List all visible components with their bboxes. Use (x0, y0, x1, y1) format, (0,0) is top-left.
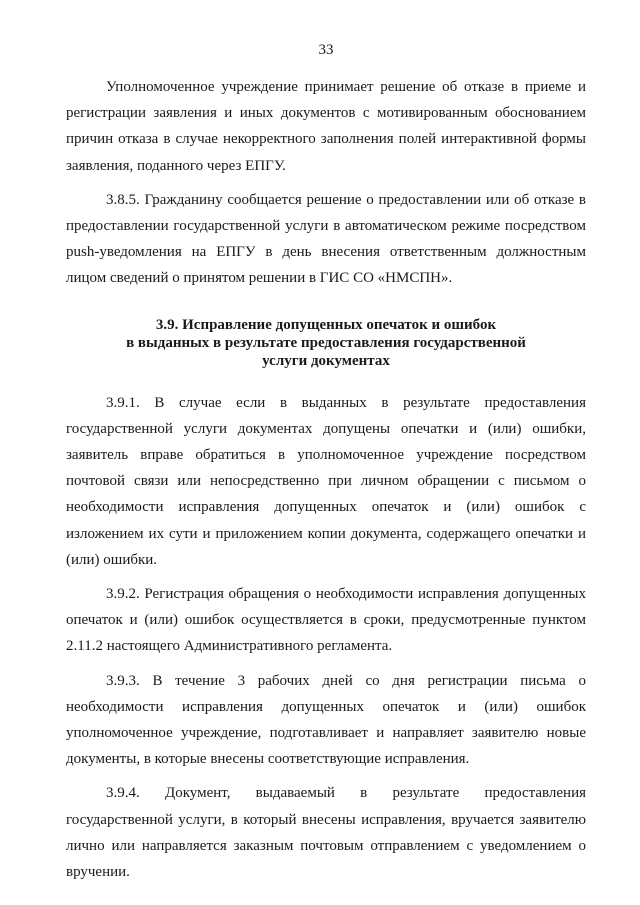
section-heading-3-9 (66, 316, 586, 370)
page-number: 33 (318, 42, 334, 58)
section-heading-line: услуги документах (262, 352, 390, 369)
paragraph-3-9-2: 3.9.2. Регистрация обращения о необходимости исправления допущенных опечаток и (или) ошибок осуществляется в сроки, предусмотренные пунктом 2.11.2 настоящего Административного регламента. (66, 586, 586, 655)
paragraph-3-9-4: 3.9.4. Документ, выдаваемый в результате предоставления государственной услуги, в который внесены исправления, вручается заявителю лично или направляется заказным почтовым отправлением с уведомлением о вручении. (66, 785, 586, 881)
paragraph-3-8-5: 3.8.5. Гражданину сообщается решение о предоставлении или об отказе в предоставлении государственной услуги в автоматическом режиме посредством push-уведомления на ЕПГУ в день внесения ответственным должностным лицом сведений о принятом решении в ГИС СО «НМСПН». (66, 191, 586, 287)
paragraph-refusal-registration: Уполномоченное учреждение принимает решение об отказе в приеме и регистрации заявления и иных документов с мотивированным обоснованием причин отказа в случае некорректного заполнения полей интерактивной формы заявления, поданного через ЕПГУ. (66, 79, 586, 174)
paragraph-3-9-3: 3.9.3. В течение 3 рабочих дней со дня регистрации письма о необходимости исправления допущенных опечаток и (или) ошибок уполномоченное учреждение, подготавливает и направляет заявителю новые документы, в которые внесены соответствующие исправления. (66, 672, 586, 768)
document-body (66, 74, 586, 885)
paragraph-3-9-1: 3.9.1. В случае если в выданных в результате предоставления государственной услуги документах допущены опечатки и (или) ошибки, заявитель вправе обратиться в уполномоченное учреждение посредством почтовой связи или непосредственно при личном обращении с письмом о необходимости исправления допущенных опечаток и (или) ошибок с изложением их сути и приложением копии документа, содержащего опечатки и (или) ошибки. (66, 394, 586, 568)
section-heading-line: в выданных в результате предоставления государственной (126, 334, 526, 351)
document-page (66, 0, 586, 905)
section-heading-line: 3.9. Исправление допущенных опечаток и ошибок (155, 316, 497, 333)
